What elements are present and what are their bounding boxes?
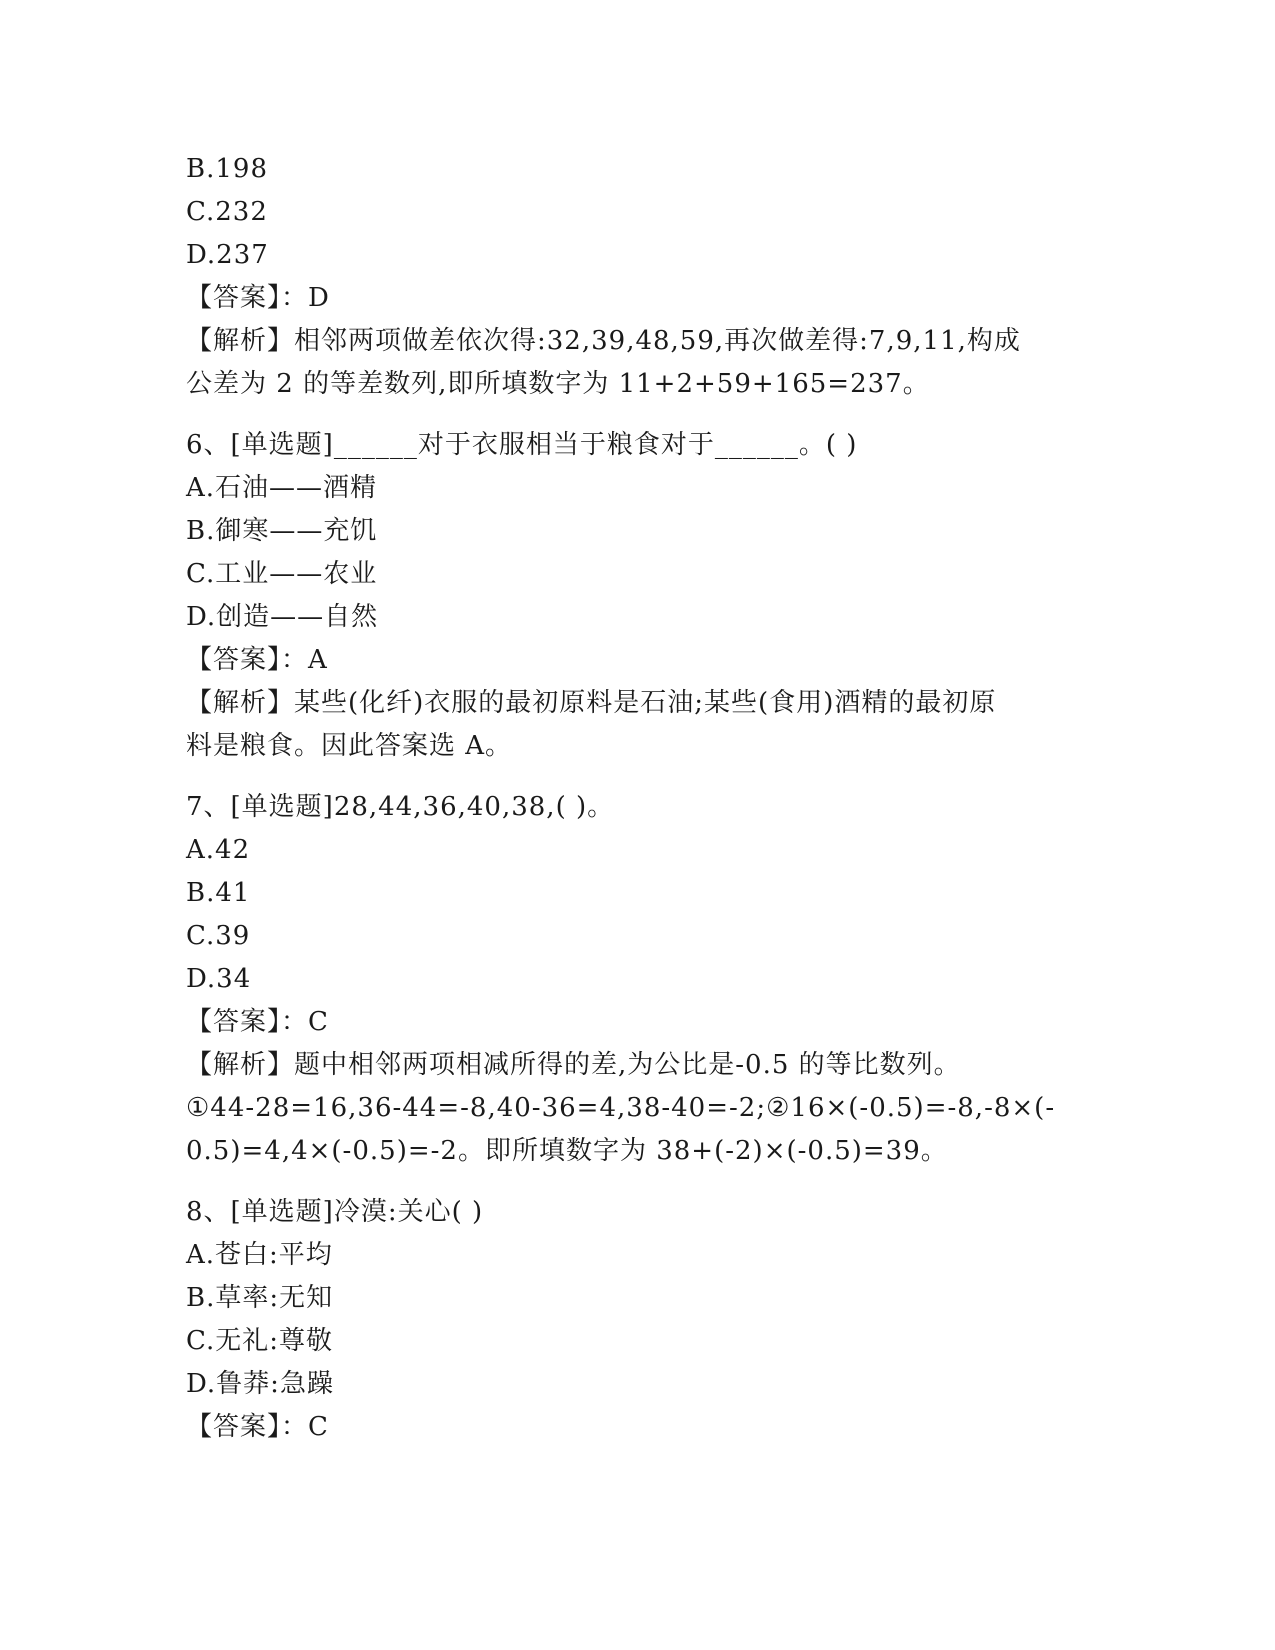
answer: 【答案】：A <box>186 645 328 675</box>
option-c: C.无礼:尊敬 <box>186 1326 333 1356</box>
analysis-line: 料是粮食。因此答案选 A。 <box>186 731 513 761</box>
question-text: 8、[单选题]冷漠:关心( ) <box>186 1197 484 1227</box>
option-c: C.39 <box>186 921 251 951</box>
question-5 <box>186 148 1076 406</box>
option-b: B.御寒——充饥 <box>186 516 378 546</box>
question-8 <box>186 1191 1076 1449</box>
option-b: B.41 <box>186 878 251 908</box>
option-a: A.石油——酒精 <box>186 473 378 503</box>
analysis <box>186 1044 1076 1173</box>
option-d: D.34 <box>186 964 252 994</box>
document-page <box>186 148 1076 1449</box>
option-d: D.创造——自然 <box>186 602 379 632</box>
question-6 <box>186 424 1076 768</box>
option-c: C.工业——农业 <box>186 559 378 589</box>
analysis-line: 公差为 2 的等差数列,即所填数字为 11+2+59+165=237。 <box>186 369 930 399</box>
analysis <box>186 320 1076 406</box>
option-a: A.苍白:平均 <box>186 1240 333 1270</box>
option-c: C.232 <box>186 197 268 227</box>
analysis-line: 0.5)=4,4×(-0.5)=-2。即所填数字为 38+(-2)×(-0.5)=39。 <box>186 1136 948 1166</box>
option-d: D.237 <box>186 240 269 270</box>
analysis-line: 【解析】相邻两项做差依次得:32,39,48,59,再次做差得:7,9,11,构成 <box>186 326 1021 356</box>
answer: 【答案】：D <box>186 283 330 313</box>
answer: 【答案】：C <box>186 1412 329 1442</box>
answer: 【答案】：C <box>186 1007 329 1037</box>
option-b: B.198 <box>186 154 268 184</box>
analysis-line: ①44-28=16,36-44=-8,40-36=4,38-40=-2;②16×(-0.5)=-8,-8×(- <box>186 1093 1056 1123</box>
option-a: A.42 <box>186 835 251 865</box>
analysis-line: 【解析】某些(化纤)衣服的最初原料是石油;某些(食用)酒精的最初原 <box>186 688 997 718</box>
question-text: 6、[单选题]______对于衣服相当于粮食对于______。( ) <box>186 430 858 460</box>
option-d: D.鲁莽:急躁 <box>186 1369 334 1399</box>
analysis-line: 【解析】题中相邻两项相减所得的差,为公比是-0.5 的等比数列。 <box>186 1050 961 1080</box>
question-7 <box>186 786 1076 1173</box>
question-text: 7、[单选题]28,44,36,40,38,( )。 <box>186 792 615 822</box>
option-b: B.草率:无知 <box>186 1283 334 1313</box>
analysis <box>186 682 1076 768</box>
